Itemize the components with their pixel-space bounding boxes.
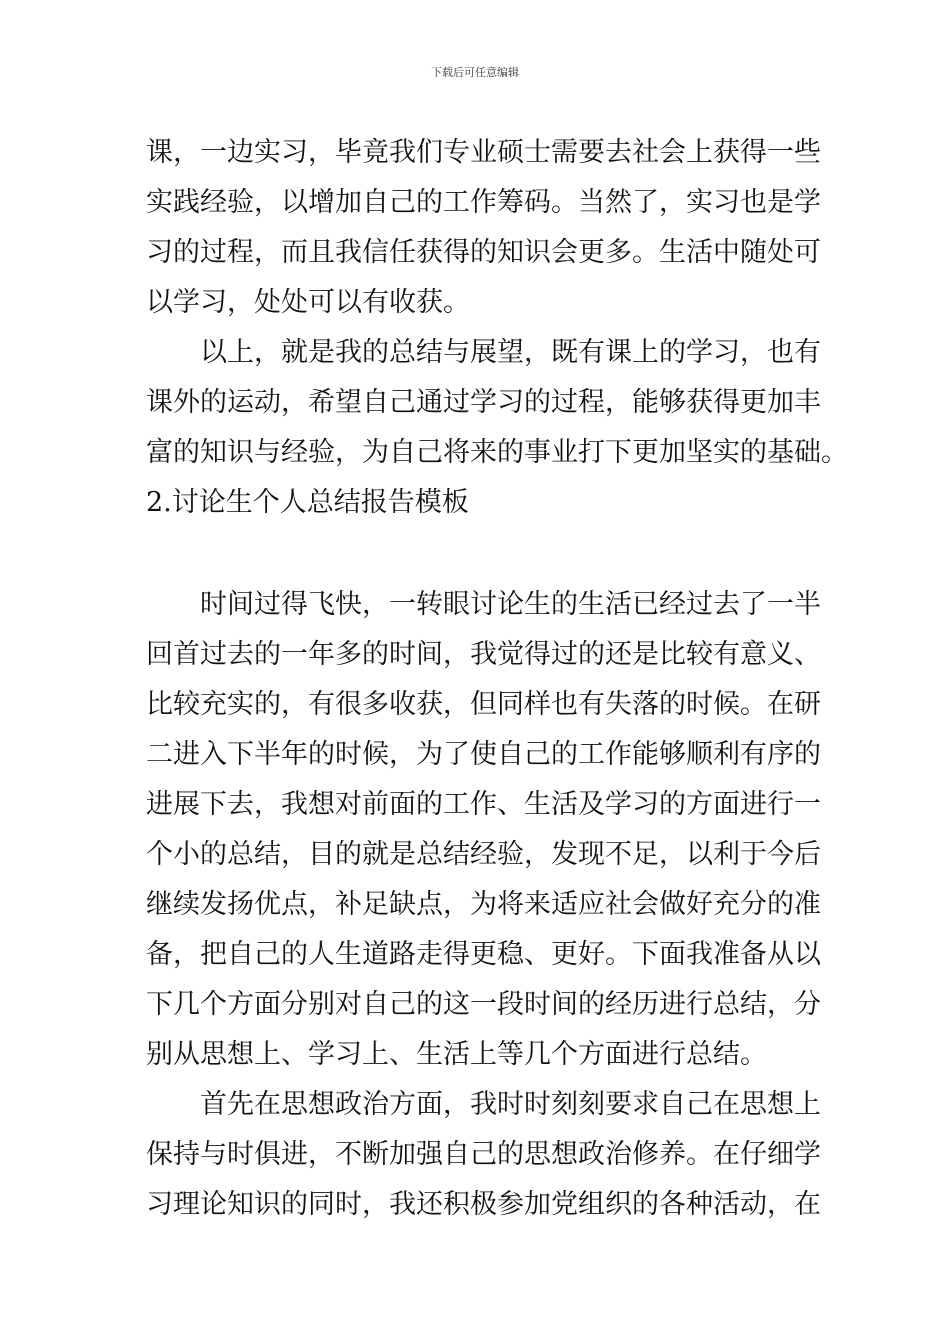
blank-space <box>146 528 808 580</box>
page-header: 下载后可任意编辑 <box>431 66 519 79</box>
text-line: 二进入下半年的时候，为了使自己的工作能够顺利有序的 <box>146 739 821 770</box>
text-line: 富的知识与经验，为自己将来的事业打下更加坚实的基础。 <box>146 437 848 468</box>
text-line: 比较充实的，有很多收获，但同样也有失落的时候。在研 <box>146 689 821 720</box>
document-body <box>146 128 848 1230</box>
section-heading: 2.讨论生个人总结报告模板 <box>146 487 469 518</box>
text-line: 课外的运动，希望自己通过学习的过程，能够获得更加丰 <box>146 387 821 418</box>
text-line: 以学习，处处可以有收获。 <box>146 287 470 318</box>
paragraph-summary <box>146 328 848 478</box>
text-line: 时间过得飞快，一转眼讨论生的生活已经过去了一半 <box>200 589 821 620</box>
text-line: 进展下去，我想对前面的工作、生活及学习的方面进行一 <box>146 789 821 820</box>
text-line: 个小的总结，目的就是总结经验，发现不足，以利于今后 <box>146 839 821 870</box>
text-line: 下几个方面分别对自己的这一段时间的经历进行总结，分 <box>146 989 821 1020</box>
paragraph-continuation <box>146 128 821 328</box>
text-line: 习的过程，而且我信任获得的知识会更多。生活中随处可 <box>146 237 821 268</box>
text-line: 课，一边实习，毕竟我们专业硕士需要去社会上获得一些 <box>146 137 821 168</box>
text-line: 以上，就是我的总结与展望，既有课上的学习，也有 <box>200 337 821 368</box>
text-line: 实践经验，以增加自己的工作筹码。当然了，实习也是学 <box>146 187 821 218</box>
text-line: 习理论知识的同时，我还积极参加党组织的各种活动，在 <box>146 1189 821 1220</box>
text-line: 首先在思想政治方面，我时时刻刻要求自己在思想上 <box>200 1089 821 1120</box>
text-line: 回首过去的一年多的时间，我觉得过的还是比较有意义、 <box>146 639 821 670</box>
text-line: 备，把自己的人生道路走得更稳、更好。下面我准备从以 <box>146 939 821 970</box>
text-line: 别从思想上、学习上、生活上等几个方面进行总结。 <box>146 1039 767 1070</box>
text-line: 保持与时俱进，不断加强自己的思想政治修养。在仔细学 <box>146 1139 821 1170</box>
paragraph-ideology <box>146 1080 821 1230</box>
paragraph-intro <box>146 580 821 1080</box>
text-line: 继续发扬优点，补足缺点，为将来适应社会做好充分的准 <box>146 889 821 920</box>
